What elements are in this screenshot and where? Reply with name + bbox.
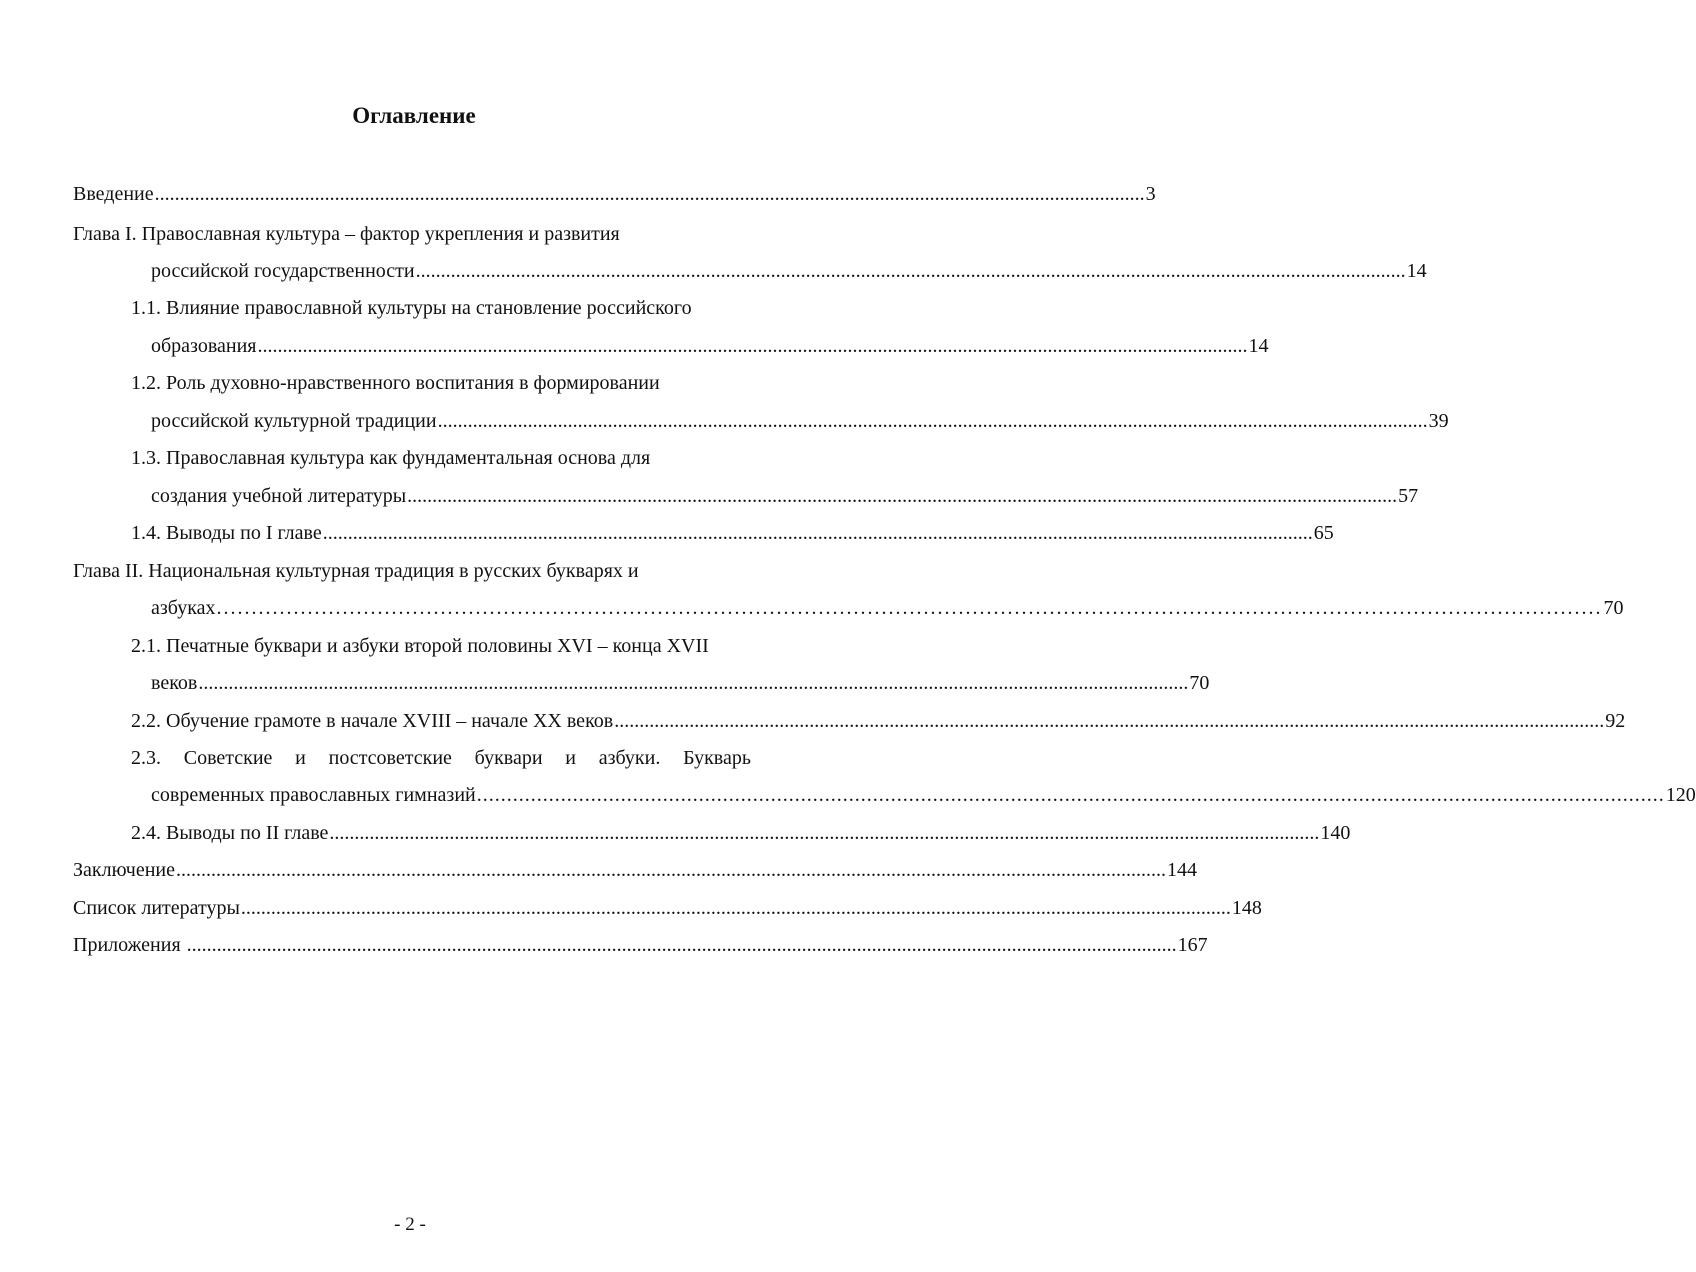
dot-leader: ...................................................................................................................................................................................................... [329,822,1320,844]
toc-entry-chapter-2-line-1[interactable]: Глава II. Национальная культурная традиция в русских букварях и [73,560,639,582]
entry-page: 120 [1665,784,1696,806]
toc-entry-section-1-3[interactable] [151,483,1419,509]
page-title: Оглавление [352,103,476,128]
entry-page: 3 [1145,183,1156,205]
dot-leader: ...................................................................................................................................................................................................... [322,522,1313,544]
word: 2.3. [131,747,161,769]
dot-leader: ...................................................................................................................................................................................................... [198,672,1189,694]
entry-page: 70 [1189,672,1210,694]
toc-entry-section-2-3-line-1[interactable] [131,745,751,771]
entry-page: 14 [1406,260,1427,282]
dot-leader: ...................................................................................................................................................................................................... [476,784,1665,806]
dot-leader: ...................................................................................................................................................................................................... [186,934,1177,956]
entry-title: 2.4. Выводы по II главе [131,822,329,844]
toc-entry-intro[interactable] [73,181,1156,207]
entry-title: Введение [73,183,154,205]
entry-title: Список литературы [73,897,240,919]
dot-leader: ...................................................................................................................................................................................................... [176,859,1166,881]
entry-page: 65 [1313,522,1334,544]
word: Советские [183,747,273,769]
toc-entry-conclusion[interactable] [73,857,1197,883]
entry-title: Заключение [73,859,175,881]
dot-leader: ...................................................................................................................................................................................................... [154,183,1145,205]
word: буквари [474,747,543,769]
toc-entry-section-1-1-line-1[interactable]: 1.1. Влияние православной культуры на становление российского [131,297,692,319]
entry-title: современных православных гимназий [151,784,476,806]
entry-page: 167 [1177,934,1208,956]
entry-page: 148 [1231,897,1262,919]
toc-entry-appendix[interactable] [73,932,1208,958]
entry-title: российской государственности [151,260,415,282]
entry-title: образования [151,335,257,357]
toc-entry-section-2-2[interactable] [131,708,1626,734]
entry-page: 70 [1603,597,1624,619]
entry-title: создания учебной литературы [151,485,407,507]
dot-leader: ...................................................................................................................................................................................................... [437,410,1428,432]
toc-entry-section-2-3[interactable] [151,782,1696,808]
dot-leader: ...................................................................................................................................................................................................... [240,897,1231,919]
entry-title: Приложения [73,934,181,956]
word: азбуки. [598,747,661,769]
toc-entry-section-2-1-line-1[interactable]: 2.1. Печатные буквари и азбуки второй половины XVI – конца XVII [131,635,709,657]
entry-title: веков [151,672,198,694]
dot-leader: ...................................................................................................................................................................................................... [614,710,1605,732]
toc-entry-section-2-4[interactable] [131,820,1351,846]
dot-leader: ...................................................................................................................................................................................................... [415,260,1406,282]
toc-entry-section-1-1[interactable] [151,333,1269,359]
word: Букварь [683,747,751,769]
entry-title: российской культурной традиции [151,410,437,432]
word: постсоветские [328,747,452,769]
word: и [565,747,576,769]
toc-entry-section-1-3-line-1[interactable]: 1.3. Православная культура как фундаментальная основа для [131,447,651,469]
entry-page: 92 [1605,710,1626,732]
toc-entry-section-1-4[interactable] [131,520,1334,546]
toc-entry-section-1-2-line-1[interactable]: 1.2. Роль духовно-нравственного воспитания в формировании [131,372,660,394]
entry-title: 1.4. Выводы по I главе [131,522,322,544]
toc-entry-section-2-1[interactable] [151,670,1210,696]
page-number: - 2 - [394,1214,426,1235]
entry-page: 39 [1428,410,1449,432]
entry-title: 2.2. Обучение грамоте в начале XVIII – начале XX веков [131,710,614,732]
dot-leader: ...................................................................................................................................................................................................... [216,597,1603,619]
entry-title: азбуках [151,597,216,619]
dot-leader: ...................................................................................................................................................................................................... [257,335,1248,357]
entry-page: 14 [1248,335,1269,357]
toc-entry-chapter-1-line-1[interactable]: Глава I. Православная культура – фактор укрепления и развития [73,223,620,245]
entry-page: 140 [1320,822,1351,844]
entry-page: 57 [1398,485,1419,507]
toc-entry-literature[interactable] [73,895,1262,921]
dot-leader: ...................................................................................................................................................................................................... [407,485,1398,507]
toc-entry-section-1-2[interactable] [151,408,1449,434]
toc-entry-chapter-1[interactable] [151,258,1427,284]
entry-page: 144 [1167,859,1197,881]
word: и [295,747,306,769]
toc-entry-chapter-2[interactable] [151,595,1624,621]
